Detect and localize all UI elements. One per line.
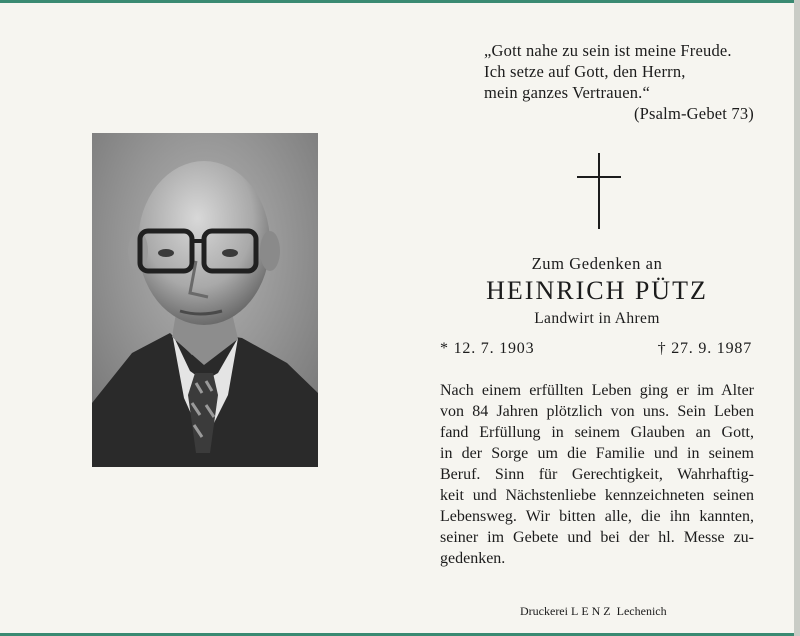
occupation: Landwirt in Ahrem — [534, 310, 660, 327]
portrait-image — [92, 133, 318, 467]
quote-line: Ich setze auf Gott, den Herrn, — [484, 62, 686, 81]
obituary-line: Beruf. Sinn für Gerechtigkeit, Wahrhaftig- — [440, 466, 754, 483]
obituary-line: in der Sorge um die Familie und in seinem — [440, 445, 754, 462]
obituary-line: gedenken. — [440, 550, 506, 567]
obituary-text — [440, 380, 754, 569]
top-edge — [0, 0, 800, 3]
obituary-line: keit und Nächstenliebe kennzeichneten seinen — [440, 487, 754, 504]
obituary-line: Lebensweg. Wir bitten alle, die ihn kannten, — [440, 508, 754, 525]
printer-imprint — [520, 604, 667, 619]
portrait-photo — [92, 133, 318, 467]
deceased-name: HEINRICH PÜTZ — [486, 276, 708, 305]
quote-source: (Psalm-Gebet 73) — [633, 104, 754, 123]
quote-line: „Gott nahe zu sein ist meine Freude. — [484, 41, 732, 60]
obituary-line: von 84 Jahren plötzlich von uns. Sein Leben — [440, 403, 754, 420]
obituary-line: seiner im Gebete und bei der hl. Messe zu- — [440, 529, 754, 546]
printer-place: Lechenich — [616, 604, 667, 618]
right-edge — [794, 0, 800, 636]
printer-prefix: Druckerei — [520, 604, 568, 618]
death-date: † 27. 9. 1987 — [657, 340, 752, 357]
cross-icon — [577, 153, 621, 234]
printer-name: LENZ — [570, 604, 614, 618]
birth-date: * 12. 7. 1903 — [440, 340, 535, 357]
obituary-line: fand Erfüllung in seinem Glauben an Gott, — [440, 424, 754, 441]
obituary-line: Nach einem erfüllten Leben ging er im Alter — [440, 382, 754, 399]
psalm-quote — [484, 40, 754, 124]
memorial-intro: Zum Gedenken an — [531, 254, 663, 273]
quote-line: mein ganzes Vertrauen.“ — [484, 83, 651, 102]
